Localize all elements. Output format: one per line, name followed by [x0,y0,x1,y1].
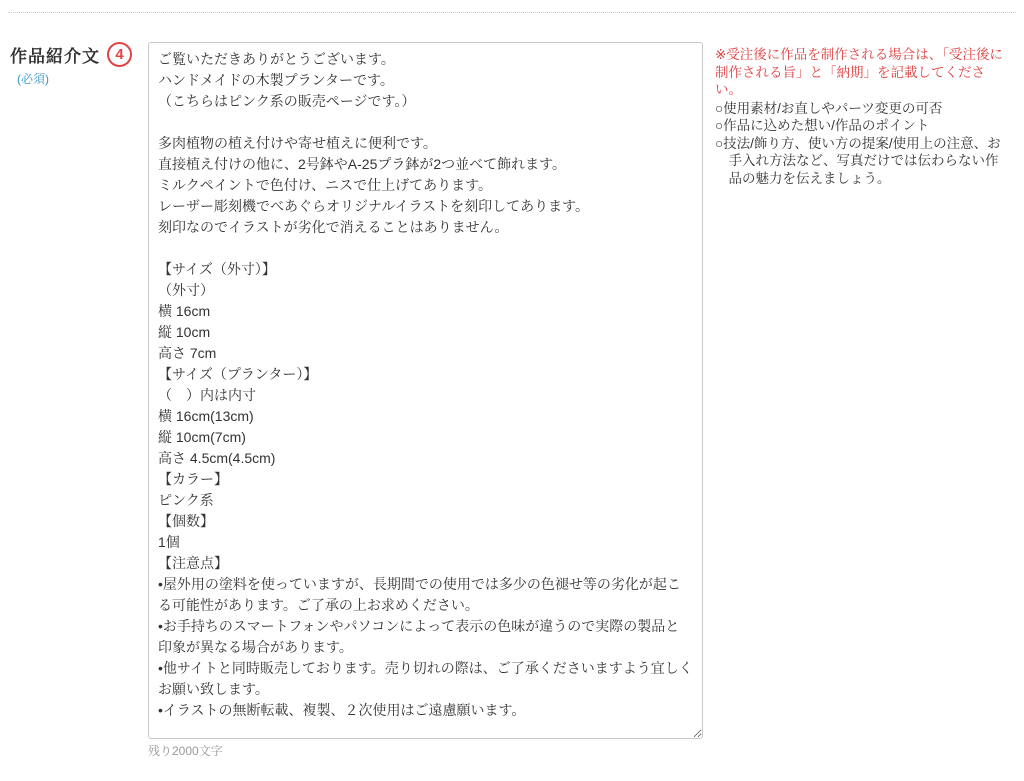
tip-item: ○作品に込めた想い/作品のポイント [715,118,930,133]
section-divider [8,12,1016,13]
field-label-column [10,42,142,87]
remaining-characters-counter: 残り2000文字 [148,744,223,758]
work-description-textarea[interactable] [148,42,703,739]
help-panel [715,46,1008,187]
tip-item: ○技法/飾り方、使い方の提案/使用上の注意、お手入れ方法など、写真だけでは伝わらない作品の魅力を伝えましょう。 [715,135,1001,186]
field-label: 作品紹介文 [10,47,100,66]
description-tips-list [715,100,1008,188]
step-number-badge: 4 [107,42,132,67]
order-production-warning: ※受注後に作品を制作される場合は、「受注後に制作される旨」と「納期」を記載してください。 [715,47,1004,97]
tip-item: ○使用素材/お直しやパーツ変更の可否 [715,100,943,116]
required-label: (必須) [17,72,49,86]
